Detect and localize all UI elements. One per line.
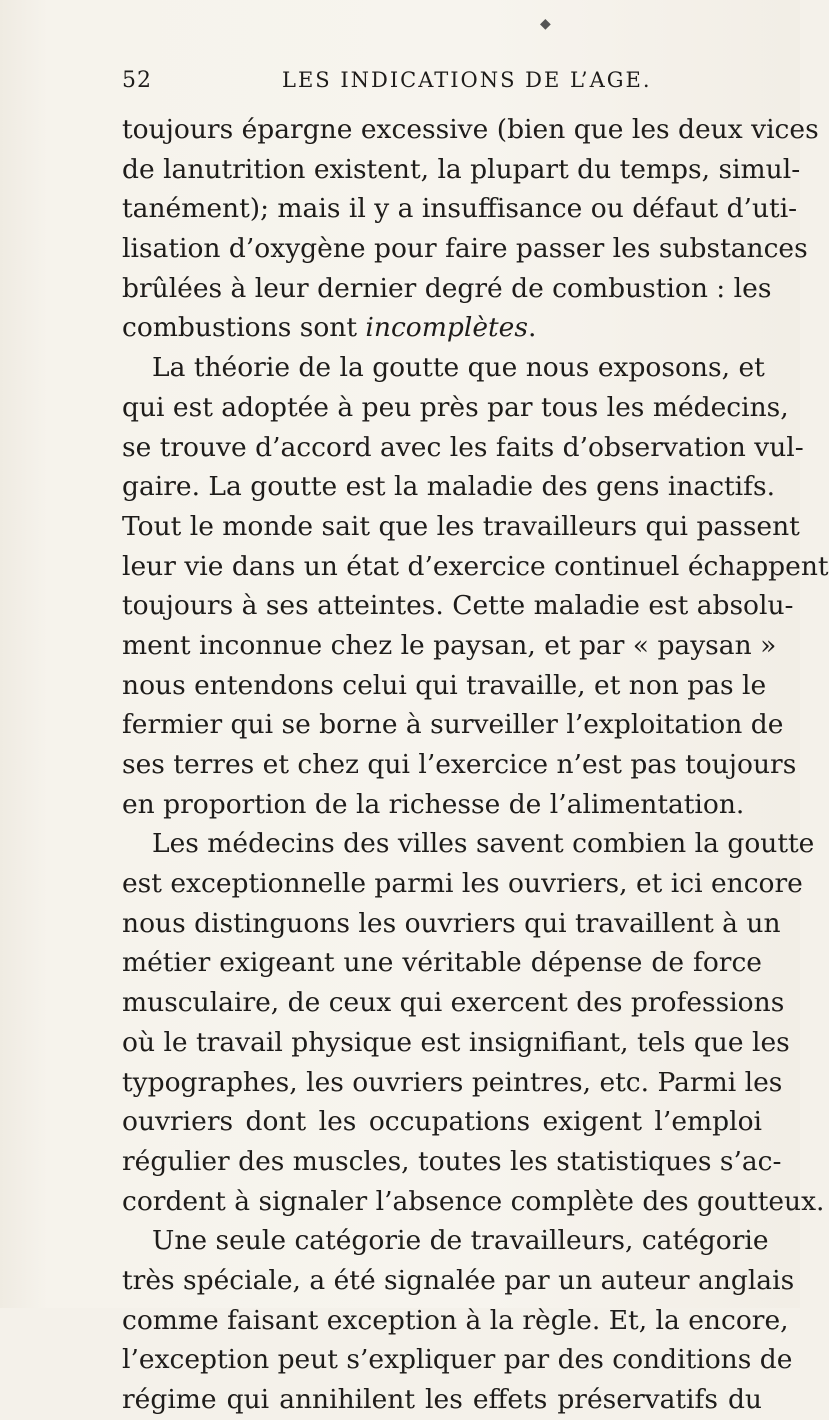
- page-header: [122, 68, 762, 98]
- text-line: comme faisant exception à la règle. Et, la encore,: [122, 1304, 789, 1336]
- text-line: ouvriers dont les occupations exigent l’emploi: [122, 1106, 762, 1138]
- text-line: métier exigeant une véritable dépense de force: [122, 947, 762, 979]
- text-line: lisation d’oxygène pour faire passer les substances: [122, 233, 808, 265]
- printer-mark: ◆: [540, 16, 551, 32]
- text-line: régime qui annihilent les effets préservatifs du: [122, 1384, 762, 1415]
- text-line: toujours à ses atteintes. Cette maladie est absolu-: [122, 590, 794, 622]
- text-line: l’exception peut s’expliquer par des conditions de: [122, 1344, 793, 1376]
- text-line: se trouve d’accord avec les faits d’observation vul-: [122, 431, 804, 463]
- text-line: qui est adoptée à peu près par tous les médecins,: [122, 391, 789, 423]
- text-line: ses terres et chez qui l’exercice n’est pas toujours: [122, 749, 797, 780]
- paragraph-start-line: La théorie de la goutte que nous exposons, et: [152, 352, 765, 384]
- text-line: où le travail physique est insignifiant, tels que les: [122, 1026, 790, 1058]
- text-line: musculaire, de ceux qui exercent des professions: [122, 987, 785, 1019]
- paragraph-start-line: Une seule catégorie de travailleurs, catégorie: [152, 1225, 769, 1257]
- text-line: de lanutrition existent, la plupart du temps, simul-: [122, 153, 801, 185]
- text-line: est exceptionnelle parmi les ouvriers, et ici encore: [122, 868, 803, 900]
- text-line: régulier des muscles, toutes les statistiques s’ac-: [122, 1145, 782, 1177]
- text-line: Tout le monde sait que les travailleurs qui passent: [122, 510, 800, 542]
- text-line: nous entendons celui qui travaille, et non pas le: [122, 669, 767, 701]
- text-line: fermier qui se borne à surveiller l’exploitation de: [122, 709, 784, 741]
- text-line: très spéciale, a été signalée par un auteur anglais: [122, 1264, 795, 1296]
- running-title: LES INDICATIONS DE L’AGE.: [282, 68, 652, 92]
- text-line: nous distinguons les ouvriers qui travaillent à un: [122, 907, 781, 939]
- page-number: 52: [122, 68, 152, 93]
- text-line: en proportion de la richesse de l’alimentation.: [122, 788, 745, 820]
- text-line: ment inconnue chez le paysan, et par « paysan »: [122, 629, 777, 661]
- text-line: toujours épargne excessive (bien que les deux vices: [122, 114, 819, 145]
- body-text: [122, 110, 829, 1420]
- text-line: tanément); mais il y a insuffisance ou défaut d’uti-: [122, 193, 798, 225]
- emphasis: incomplètes: [365, 312, 528, 344]
- paragraph-start-line: Les médecins des villes savent combien la goutte: [152, 828, 815, 860]
- text-line: combustions sont incomplètes.: [122, 312, 537, 344]
- text-line: brûlées à leur dernier degré de combustion : les: [122, 272, 772, 304]
- text-line: gaire. La goutte est la maladie des gens inactifs.: [122, 471, 775, 503]
- text-line: cordent à signaler l’absence complète des goutteux.: [122, 1185, 825, 1217]
- text-line: typographes, les ouvriers peintres, etc. Parmi les: [122, 1066, 783, 1098]
- text-line: leur vie dans un état d’exercice continuel échappent: [122, 550, 829, 582]
